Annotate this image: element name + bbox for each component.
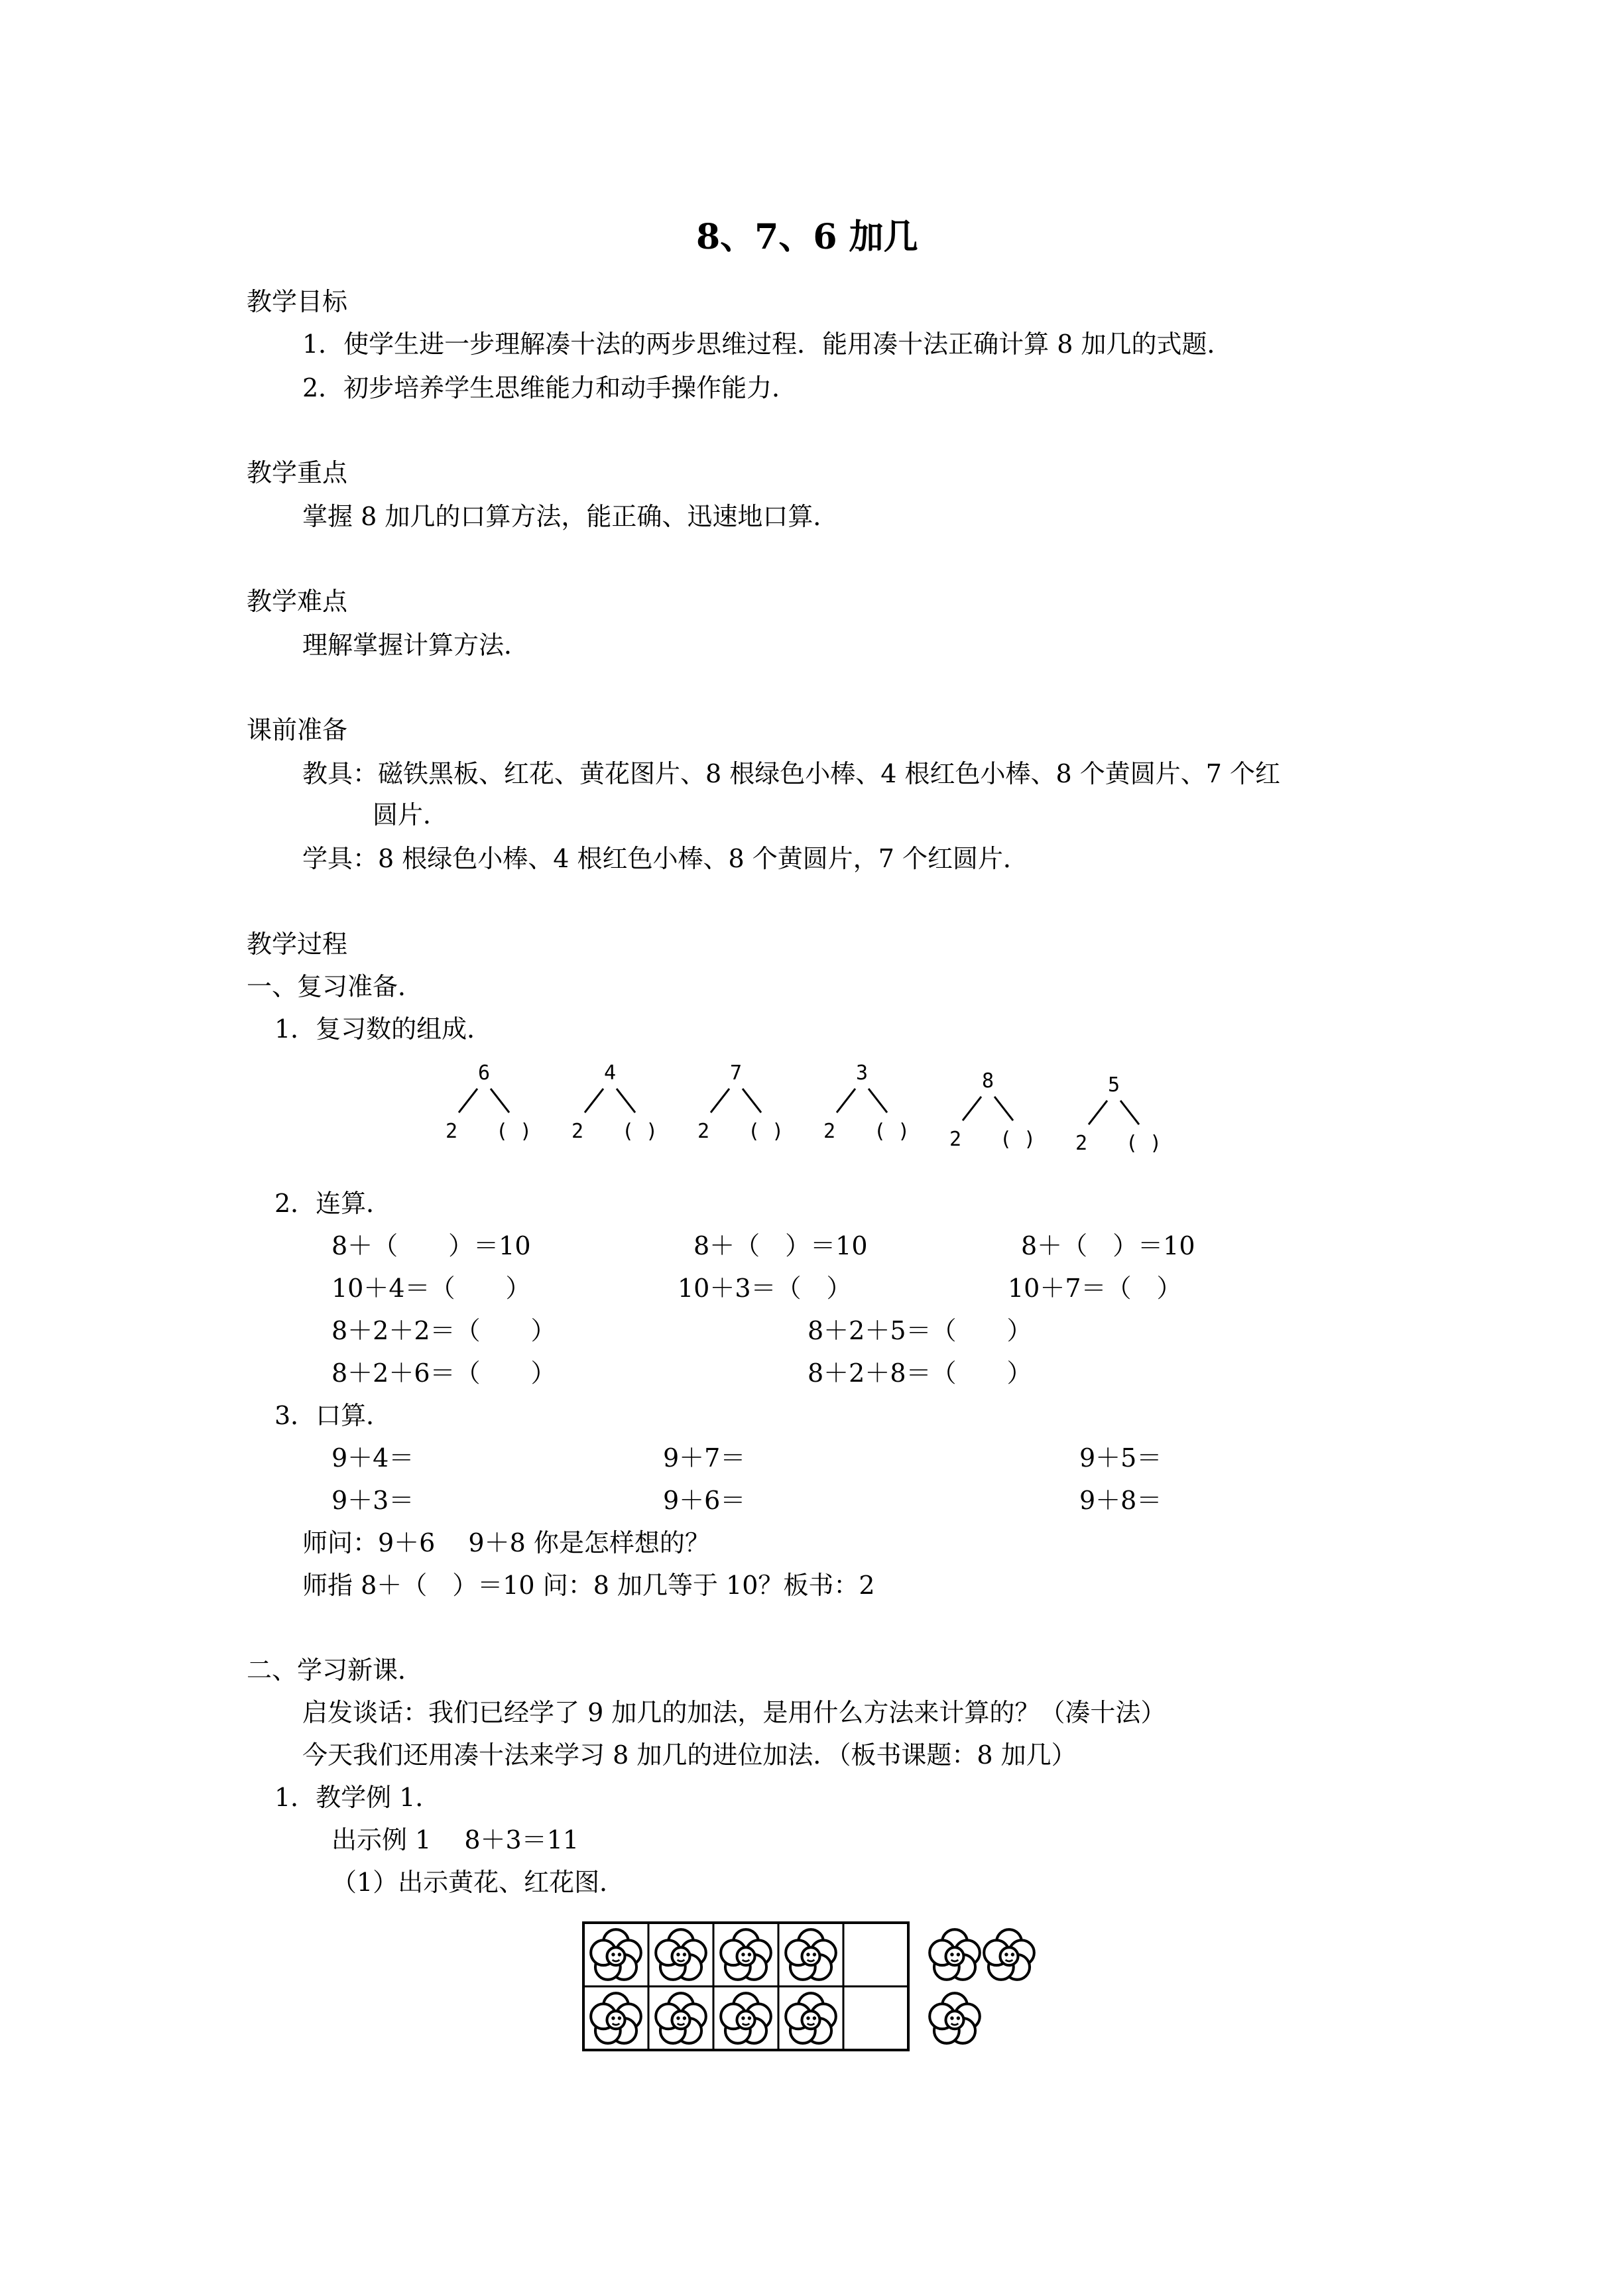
flower-icon (984, 1929, 1034, 1980)
composition-branch-right (491, 1089, 509, 1113)
chain-1-3: 8＋（ ）＝10 (1021, 1231, 1195, 1260)
composition-branch-right (994, 1097, 1013, 1120)
flower-icon (591, 1993, 641, 2043)
flower-icon (786, 1993, 836, 2043)
flower-icon (656, 1929, 706, 1980)
difficulty-heading: 教学难点 (247, 587, 348, 616)
chain-4-1: 8＋2＋6＝（ ） (331, 1359, 556, 1388)
teacher-ask-2: 师指 8＋（ ）＝10 问：8 加几等于 10？板书：2 (302, 1571, 875, 1600)
composition-blank: ( ) (748, 1120, 784, 1143)
chain-3-2: 8＋2＋5＝（ ） (808, 1316, 1032, 1345)
composition-part: 2 (1075, 1132, 1088, 1155)
composition-total: 8 (981, 1069, 994, 1093)
part1-sub3: 3．口算． (274, 1401, 392, 1430)
flower-icon (591, 1929, 641, 1980)
teacher-ask-1: 师问：9＋6 9＋8 你是怎样想的？ (302, 1528, 710, 1557)
composition-part: 2 (446, 1120, 458, 1143)
composition-part: 2 (949, 1128, 962, 1151)
goals-heading: 教学目标 (247, 287, 348, 316)
composition-branch-left (963, 1097, 981, 1120)
part2-talk1: 启发谈话：我们已经学了 9 加几的加法，是用什么方法来计算的？（凑十法） (302, 1698, 1166, 1727)
prep-teacher-line2: 圆片． (373, 800, 449, 829)
composition-branch-left (585, 1089, 603, 1113)
composition-diagram (424, 1061, 1220, 1174)
flower-icon (656, 1993, 706, 2043)
composition-part: 2 (697, 1120, 710, 1143)
composition-branch-left (459, 1089, 477, 1113)
show-flowers: （1）出示黄花、红花图． (331, 1868, 625, 1897)
composition-total: 7 (729, 1061, 743, 1085)
composition-branch-left (837, 1089, 855, 1113)
oral-2-1: 9＋3＝ (331, 1486, 414, 1515)
composition-branch-right (743, 1089, 761, 1113)
composition-total: 6 (477, 1061, 491, 1085)
part1-sub1: 1．复习数的组成． (274, 1014, 493, 1044)
oral-1-2: 9＋7＝ (663, 1443, 746, 1473)
chain-2-3: 10＋7＝（ ） (1008, 1274, 1182, 1303)
chain-1-1: 8＋（ ）＝10 (331, 1231, 531, 1260)
chain-2-2: 10＋3＝（ ） (678, 1274, 852, 1303)
prep-student: 学具：8 根绿色小棒、4 根红色小棒、8 个黄圆片，7 个红圆片． (302, 844, 1029, 873)
composition-blank: ( ) (1000, 1128, 1036, 1151)
composition-total: 4 (603, 1061, 617, 1085)
composition-branch-left (1089, 1101, 1107, 1124)
part1-sub2: 2．连算． (274, 1189, 392, 1218)
composition-tree (949, 1069, 1036, 1151)
prep-teacher-line1: 教具：磁铁黑板、红花、黄花图片、8 根绿色小棒、4 根红色小棒、8 个黄圆片、7 个红 (302, 759, 1281, 788)
process-heading: 教学过程 (247, 930, 348, 959)
key-point-text: 掌握 8 加几的口算方法，能正确、迅速地口算． (302, 502, 839, 531)
composition-tree (446, 1061, 532, 1143)
composition-tree (1075, 1073, 1162, 1155)
composition-blank: ( ) (622, 1120, 658, 1143)
composition-tree (697, 1061, 784, 1143)
part2-heading: 二、学习新课． (247, 1656, 424, 1685)
prep-heading: 课前准备 (247, 715, 348, 745)
flower-icon (930, 1929, 980, 1980)
key-point-heading: 教学重点 (247, 458, 348, 487)
flower-icon (786, 1929, 836, 1980)
composition-tree (823, 1061, 910, 1143)
part2-talk2: 今天我们还用凑十法来学习 8 加几的进位加法．（板书课题：8 加几） (302, 1740, 1077, 1770)
composition-part: 2 (823, 1120, 836, 1143)
chain-3-1: 8＋2＋2＝（ ） (331, 1316, 556, 1345)
oral-1-3: 9＋5＝ (1079, 1443, 1162, 1473)
composition-total: 5 (1107, 1073, 1120, 1097)
chain-1-2: 8＋（ ）＝10 (693, 1231, 868, 1260)
composition-blank: ( ) (874, 1120, 910, 1143)
composition-branch-left (711, 1089, 729, 1113)
composition-branch-right (617, 1089, 635, 1113)
composition-total: 3 (855, 1061, 869, 1085)
flower-icon (721, 1929, 771, 1980)
composition-tree (571, 1061, 658, 1143)
chain-2-1: 10＋4＝（ ） (331, 1274, 531, 1303)
goal-item-1: 1．使学生进一步理解凑十法的两步思维过程．能用凑十法正确计算 8 加几的式题． (302, 330, 1232, 359)
oral-2-3: 9＋8＝ (1079, 1486, 1162, 1515)
page-title: 8、7、6 加几 (696, 217, 918, 257)
composition-part: 2 (571, 1120, 584, 1143)
part2-sub1: 1．教学例 1． (274, 1783, 441, 1812)
oral-1-1: 9＋4＝ (331, 1443, 414, 1473)
goal-item-2: 2．初步培养学生思维能力和动手操作能力． (302, 373, 798, 402)
composition-branch-right (1120, 1101, 1139, 1124)
oral-2-2: 9＋6＝ (663, 1486, 746, 1515)
composition-blank: ( ) (1126, 1132, 1162, 1155)
composition-blank: ( ) (496, 1120, 532, 1143)
difficulty-text: 理解掌握计算方法． (302, 631, 530, 660)
flower-diagram (570, 1909, 1048, 2069)
composition-branch-right (869, 1089, 887, 1113)
chain-4-2: 8＋2＋8＝（ ） (808, 1359, 1032, 1388)
example-1: 出示例 1 8＋3＝11 (331, 1825, 579, 1854)
flower-icon (721, 1993, 771, 2043)
flower-icon (930, 1993, 980, 2043)
part1-heading: 一、复习准备． (247, 972, 424, 1001)
